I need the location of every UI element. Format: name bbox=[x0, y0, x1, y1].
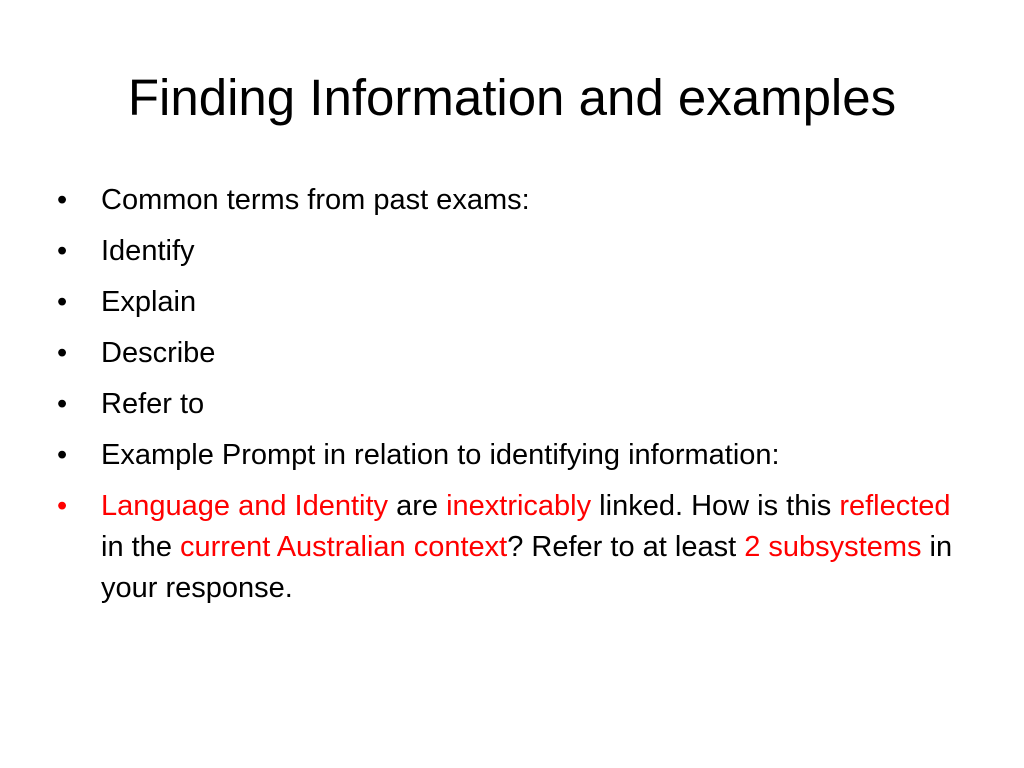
prompt-segment: inextricably bbox=[446, 490, 592, 522]
prompt-segment: in the bbox=[101, 531, 180, 563]
slide-title: Finding Information and examples bbox=[127, 69, 897, 126]
bullet-dot-icon: • bbox=[57, 184, 68, 216]
bullet-text: Explain bbox=[101, 286, 197, 318]
bullet-dot-icon: • bbox=[57, 439, 68, 471]
bullet-item-example-prompt bbox=[57, 435, 957, 476]
bullet-text: Common terms from past exams: bbox=[101, 184, 530, 216]
bullet-dot-icon: • bbox=[57, 337, 68, 369]
prompt-segment: linked. How is this bbox=[591, 490, 840, 522]
prompt-segment: current Australian context bbox=[180, 531, 508, 563]
bullet-dot-icon: • bbox=[57, 490, 68, 522]
bullet-item-refer-to bbox=[57, 384, 957, 425]
bullet-item-prompt bbox=[57, 486, 957, 609]
prompt-segment: reflected bbox=[839, 490, 951, 522]
bullet-text: Refer to bbox=[101, 388, 205, 420]
bullet-text: Example Prompt in relation to identifying information: bbox=[101, 439, 780, 471]
prompt-segment: are bbox=[388, 490, 447, 522]
prompt-segment: Language and Identity bbox=[101, 490, 389, 522]
bullet-item-common-terms bbox=[57, 180, 957, 221]
bullet-dot-icon: • bbox=[57, 235, 68, 267]
bullet-item-identify bbox=[57, 231, 957, 272]
bullet-list bbox=[57, 180, 957, 619]
bullet-dot-icon: • bbox=[57, 286, 68, 318]
prompt-segment: ? Refer to at least bbox=[507, 531, 745, 563]
bullet-item-explain bbox=[57, 282, 957, 323]
bullet-text: Identify bbox=[101, 235, 195, 267]
bullet-dot-icon: • bbox=[57, 388, 68, 420]
bullet-item-describe bbox=[57, 333, 957, 374]
prompt-segment: 2 subsystems bbox=[744, 531, 922, 563]
prompt-text bbox=[101, 490, 952, 604]
bullet-text: Describe bbox=[101, 337, 216, 369]
prompt-segment: in your response. bbox=[101, 531, 953, 604]
